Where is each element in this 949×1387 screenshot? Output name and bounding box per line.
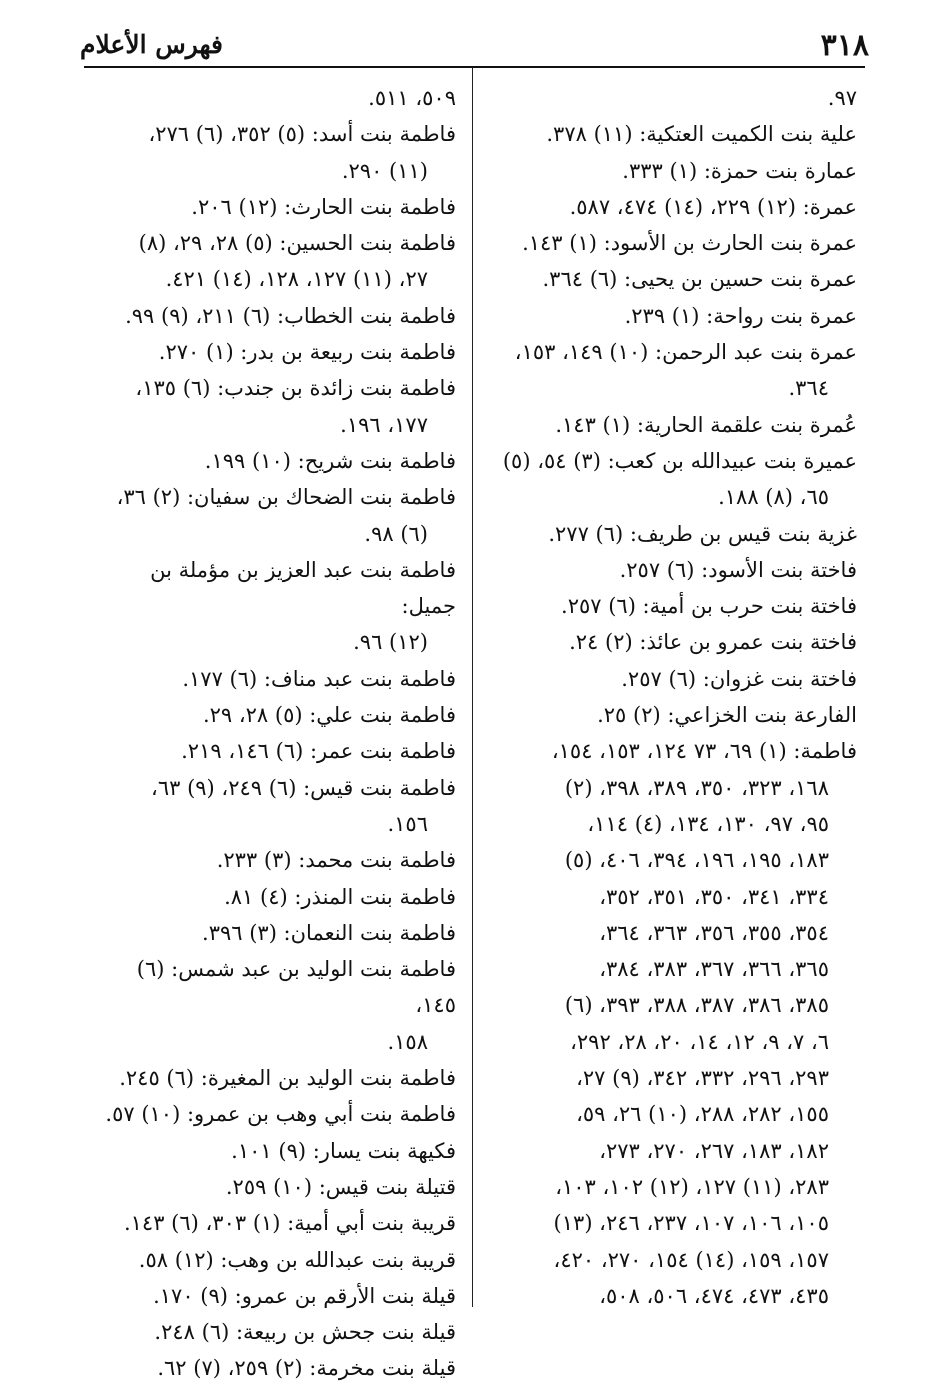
entry-continuation-line: ٩٥، ٩٧، ١٣٠، ١٣٤، (٤) ١١٤، [587, 811, 829, 836]
entry-line: فكيهة بنت يسار: (٩) ١٠١. [231, 1138, 456, 1163]
running-title: فهرس الأعلام [80, 30, 224, 59]
index-entry [486, 261, 857, 297]
entry-line: فاطمة بنت عبد العزيز بن مؤملة بن جميل: [150, 557, 456, 619]
index-entry [486, 189, 857, 225]
entry-line: فاطمة بنت النعمان: (٣) ٣٩٦. [202, 920, 456, 945]
entry-line: فاطمة بنت أسد: (٥) ٣٥٢، (٦) ٢٧٦، [148, 122, 456, 147]
entry-line: فاطمة بنت الخطاب: (٦) ٢١١، (٩) ٩٩. [125, 303, 456, 328]
index-entry [92, 334, 456, 370]
entry-line: فاطمة بنت زائدة بن جندب: (٦) ١٣٥، [135, 376, 456, 401]
index-entry [92, 915, 456, 951]
left-column [92, 80, 456, 1387]
entry-line: فاختة بنت حرب بن أمية: (٦) ٢٥٧. [561, 594, 857, 619]
entry-continuation-line: ٣٨٥، ٣٨٦، ٣٨٧، ٣٨٨، ٣٩٣، (٦) [564, 993, 829, 1018]
entry-line: عمارة بنت حمزة: (١) ٣٣٣. [622, 158, 857, 183]
entry-line: فاطمة بنت الوليد بن المغيرة: (٦) ٢٤٥. [119, 1066, 456, 1091]
entry-continuation-line: ٢٨٣، (١١) ١٢٧، (١٢) ١٠٢، ١٠٣، [555, 1174, 829, 1199]
entry-line: عمرة بنت عبد الرحمن: (١٠) ١٤٩، ١٥٣، [514, 340, 857, 365]
entry-line: ٩٧. [827, 86, 857, 110]
entry-line: عمرة: (١٢) ٢٢٩، (١٤) ٤٧٤، ٥٨٧. [569, 194, 857, 219]
right-column [486, 80, 857, 1314]
entry-line: فاطمة بنت محمد: (٣) ٢٣٣. [216, 848, 456, 873]
index-entry [92, 116, 456, 189]
index-entry [92, 80, 456, 116]
entry-line: فاطمة بنت عبد مناف: (٦) ١٧٧. [182, 666, 456, 691]
entry-line: قيلة بنت الأرقم بن عمرو: (٩) ١٧٠. [153, 1283, 456, 1308]
entry-continuation-line: ١٦٨، ٣٢٣، ٣٥٠، ٣٨٩، ٣٩٨، (٢) [564, 775, 829, 800]
entry-continuation-line: (٦) ٩٨. [364, 521, 428, 546]
entry-continuation-line: ٤٣٥، ٤٧٣، ٤٧٤، ٥٠٦، ٥٠٨، [599, 1283, 829, 1308]
entry-line: فاطمة بنت الحارث: (١٢) ٢٠٦. [191, 194, 456, 219]
entry-continuation-line: ١٨٢، ١٨٣، ٢٦٧، ٢٧٠، ٢٧٣، [599, 1138, 829, 1163]
entry-line: علية بنت الكميت العتكية: (١١) ٣٧٨. [546, 122, 857, 147]
entry-continuation-line: ٣٥٤، ٣٥٥، ٣٥٦، ٣٦٣، ٣٦٤، [599, 920, 829, 945]
entry-continuation-line: ٢٩٣، ٢٩٦، ٣٣٢، ٣٤٢، (٩) ٢٧، [576, 1066, 829, 1091]
entry-line: عمرة بنت الحارث بن الأسود: (١) ١٤٣. [522, 231, 857, 256]
entry-continuation-line: (١٢) ٩٦. [353, 630, 428, 655]
entry-continuation-line: ١٥٥، ٢٨٢، ٢٨٨، (١٠) ٢٦، ٥٩، [576, 1102, 829, 1127]
entry-line: قريبة بنت أبي أمية: (١) ٣٠٣، (٦) ١٤٣. [123, 1211, 456, 1236]
entry-line: فاطمة بنت أبي وهب بن عمرو: (١٠) ٥٧. [105, 1102, 456, 1127]
entry-continuation-line: ١٠٥، ١٠٦، ١٠٧، ٢٣٧، ٢٤٦، (١٣) [553, 1211, 829, 1236]
index-entry [92, 1096, 456, 1132]
entry-line: فاطمة بنت شريح: (١٠) ١٩٩. [204, 448, 456, 473]
entry-continuation-line: ١٨٣، ١٩٥، ١٩٦، ٣٩٤، ٤٠٦، (٥) [564, 848, 829, 873]
index-entry [486, 153, 857, 189]
index-entry [486, 661, 857, 697]
entry-line: فاختة بنت غزوان: (٦) ٢٥٧. [621, 666, 857, 691]
entry-line: فاطمة بنت الضحاك بن سفيان: (٢) ٣٦، [116, 485, 456, 510]
index-entry [486, 733, 857, 1314]
page-header [80, 22, 869, 62]
column-divider [472, 68, 473, 1307]
index-entry [486, 225, 857, 261]
entry-line: فاختة بنت عمرو بن عائذ: (٢) ٢٤. [569, 630, 857, 655]
index-entry [486, 552, 857, 588]
entry-continuation-line: (١١) ٢٩٠. [341, 158, 428, 183]
entry-line: قريبة بنت عبدالله بن وهب: (١٢) ٥٨. [138, 1247, 456, 1272]
entry-line: قتيلة بنت قيس: (١٠) ٢٥٩. [225, 1174, 456, 1199]
entry-continuation-line: ١٥٦. [387, 811, 428, 836]
entry-line: فاطمة بنت عمر: (٦) ١٤٦، ٢١٩. [181, 739, 456, 764]
entry-line: عمرة بنت رواحة: (١) ٢٣٩. [624, 303, 857, 328]
entry-line: عمرة بنت حسين بن يحيى: (٦) ٣٦٤. [542, 267, 857, 292]
index-entry [486, 443, 857, 516]
index-entry [92, 298, 456, 334]
index-entry [92, 189, 456, 225]
entry-continuation-line: ١٥٨. [387, 1029, 428, 1054]
index-entry [486, 407, 857, 443]
entry-line: قيلة بنت مخرمة: (٢) ٢٥٩، (٧) ٦٢. [157, 1356, 456, 1381]
index-entry [92, 842, 456, 878]
index-entry [486, 334, 857, 407]
entry-continuation-line: ٢٧، (١١) ١٢٧، ١٢٨، (١٤) ٤٢١. [165, 267, 428, 292]
index-entry [92, 770, 456, 843]
index-entry [92, 1205, 456, 1241]
entry-line: غزية بنت قيس بن طريف: (٦) ٢٧٧. [548, 521, 857, 546]
entry-line: فاطمة بنت علي: (٥) ٢٨، ٢٩. [202, 703, 456, 728]
index-entry [92, 879, 456, 915]
index-entry [486, 80, 857, 116]
entry-line: فاختة بنت الأسود: (٦) ٢٥٧. [619, 557, 857, 582]
entry-continuation-line: ٦، ٧، ٩، ١٢، ١٤، ٢٠، ٢٨، ٢٩٢، [570, 1029, 829, 1054]
index-entry [92, 1169, 456, 1205]
index-entry [92, 552, 456, 661]
entry-line: فاطمة بنت المنذر: (٤) ٨١. [224, 884, 456, 909]
index-entry [92, 661, 456, 697]
entry-continuation-line: ٣٦٤. [788, 376, 829, 401]
entry-continuation-line: ٦٥، (٨) ١٨٨. [718, 485, 829, 510]
entry-line: فاطمة: (١) ٦٩، ٧٣ ١٢٤، ١٥٣، ١٥٤، [551, 739, 857, 764]
entry-line: عُمرة بنت علقمة الحارية: (١) ١٤٣. [555, 412, 857, 437]
index-entry [486, 298, 857, 334]
entry-line: الفارعة بنت الخزاعي: (٢) ٢٥. [597, 703, 857, 728]
entry-line: فاطمة بنت الحسين: (٥) ٢٨، ٢٩، (٨) [138, 231, 456, 256]
entry-line: فاطمة بنت ربيعة بن بدر: (١) ٢٧٠. [158, 340, 456, 365]
index-entry [486, 624, 857, 660]
index-entry [92, 951, 456, 1060]
index-entry [92, 1242, 456, 1278]
entry-continuation-line: ٣٣٤، ٣٤١، ٣٥٠، ٣٥١، ٣٥٢، [599, 884, 829, 909]
index-entry [92, 370, 456, 443]
entry-line: قيلة بنت جحش بن ربيعة: (٦) ٢٤٨. [154, 1320, 456, 1345]
entry-continuation-line: ٣٦٥، ٣٦٦، ٣٦٧، ٣٨٣، ٣٨٤، [599, 957, 829, 982]
entry-continuation-line: ١٧٧، ١٩٦. [340, 412, 428, 437]
index-entry [92, 733, 456, 769]
entry-line: فاطمة بنت قيس: (٦) ٢٤٩، (٩) ٦٣، [151, 775, 456, 800]
page-number: ٣١٨ [820, 28, 869, 63]
index-entry [92, 225, 456, 298]
index-entry [92, 1278, 456, 1314]
index-entry [92, 1350, 456, 1386]
entry-line: فاطمة بنت الوليد بن عبد شمس: (٦) ١٤٥، [136, 957, 456, 1018]
index-entry [92, 697, 456, 733]
index-entry [486, 588, 857, 624]
header-rule [84, 66, 865, 68]
index-entry [92, 1060, 456, 1096]
index-entry [92, 479, 456, 552]
index-entry [92, 1314, 456, 1350]
index-entry [92, 443, 456, 479]
index-entry [92, 1133, 456, 1169]
index-entry [486, 516, 857, 552]
index-entry [486, 697, 857, 733]
entry-continuation-line: ١٥٧، ١٥٩، (١٤) ١٥٤، ٢٧٠، ٤٢٠، [553, 1247, 829, 1272]
index-entry [486, 116, 857, 152]
entry-line: عميرة بنت عبيدالله بن كعب: (٣) ٥٤، (٥) [502, 448, 857, 473]
entry-line: ٥٠٩، ٥١١. [368, 86, 456, 110]
